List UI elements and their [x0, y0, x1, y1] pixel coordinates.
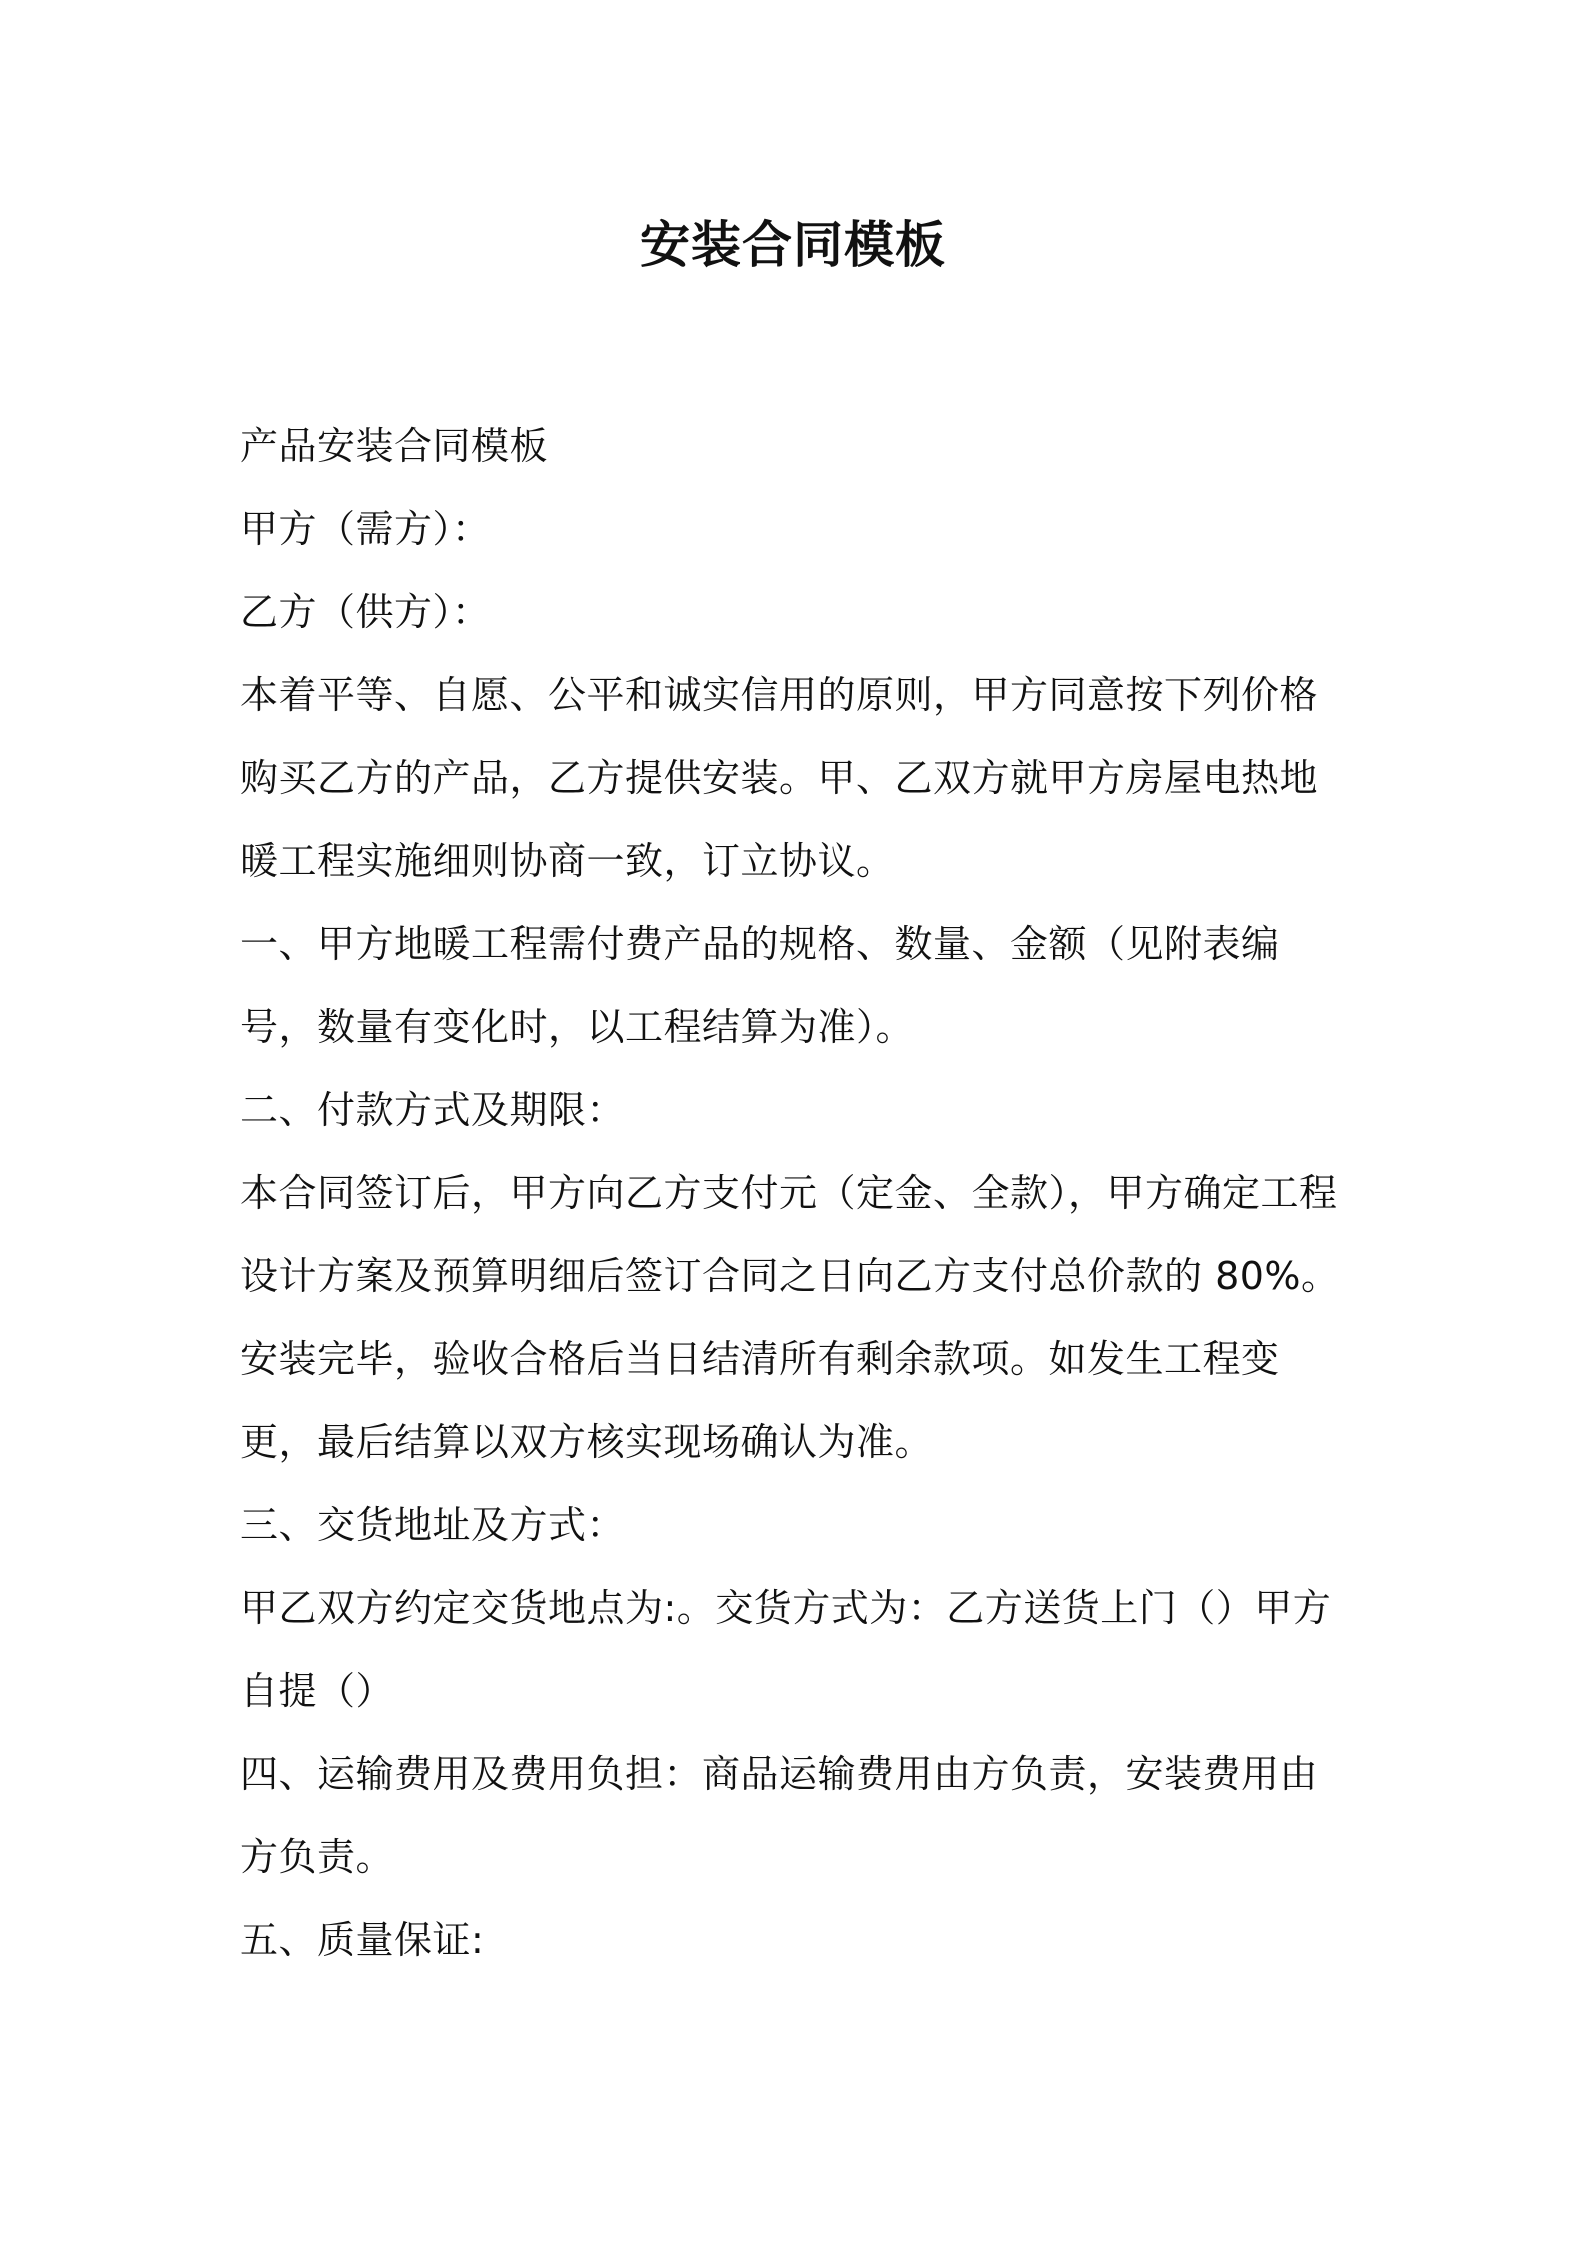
preamble-paragraph: 本着平等、自愿、公平和诚实信用的原则，甲方同意按下列价格购买乙方的产品，乙方提供安装。甲、乙双方就甲方房屋电热地暖工程实施细则协商一致，订立协议。	[240, 673, 1319, 883]
payment-terms-paragraph: 本合同签订后，甲方向乙方支付元（定金、全款），甲方确定工程设计方案及预算明细后签订合同之日向乙方支付总价款的 80%。安装完毕，验收合格后当日结清所有剩余款项。如发生工程变更，最后结算以双方核实现场确认为准。	[240, 1171, 1340, 1464]
clause-4-paragraph: 四、运输费用及费用负担：商品运输费用由方负责，安装费用由方负责。	[240, 1752, 1319, 1879]
delivery-terms-paragraph: 甲乙双方约定交货地点为:。交货方式为：乙方送货上门（）甲方自提（）	[240, 1586, 1332, 1713]
clause-2-heading: 二、付款方式及期限：	[240, 1088, 626, 1132]
document-body	[240, 405, 1355, 1982]
party-a-line: 甲方（需方）：	[240, 507, 491, 551]
clause-1-paragraph: 一、甲方地暖工程需付费产品的规格、数量、金额（见附表编号，数量有变化时，以工程结算为准）。	[240, 922, 1280, 1049]
document-title: 安装合同模板	[640, 216, 946, 274]
party-b-line: 乙方（供方）：	[240, 590, 491, 634]
clause-3-heading: 三、交货地址及方式：	[240, 1503, 626, 1547]
subtitle-paragraph: 产品安装合同模板	[240, 424, 549, 468]
clause-5-heading: 五、质量保证:	[240, 1918, 485, 1962]
